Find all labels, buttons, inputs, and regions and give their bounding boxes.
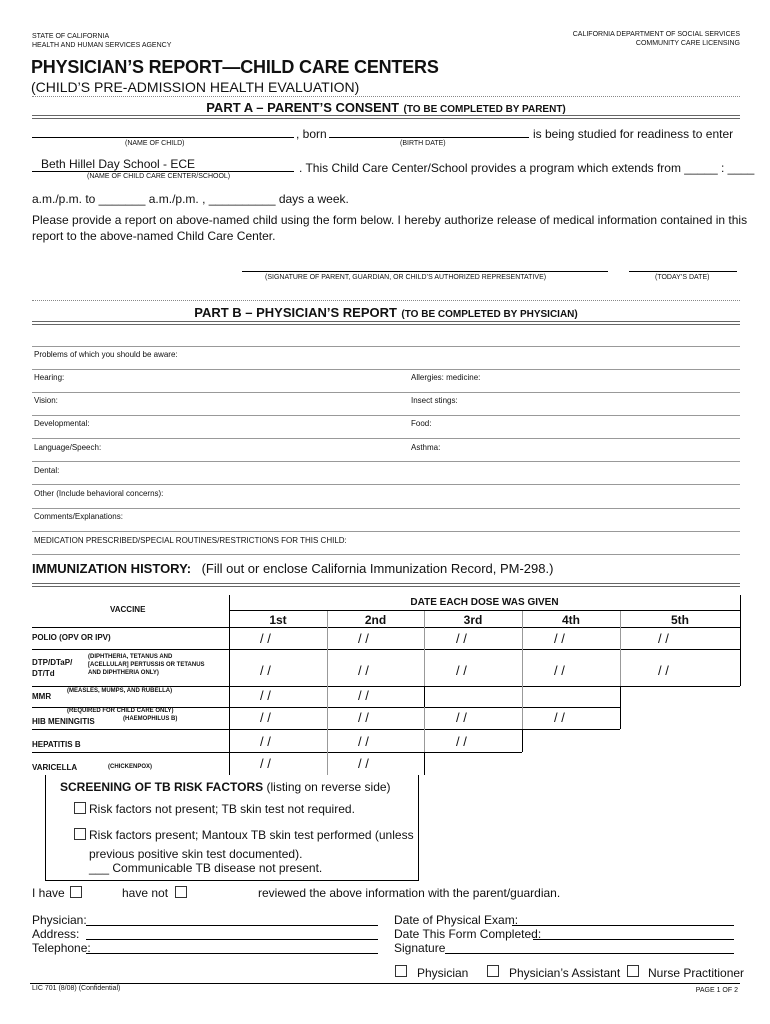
varicella-label: VARICELLA: [32, 763, 78, 772]
dental-label: Dental:: [34, 466, 60, 475]
center-name-value[interactable]: Beth Hillel Day School - ECE: [41, 157, 196, 171]
tb-risk-present-label: Risk factors present; Mantoux TB skin test performed (unless: [89, 828, 414, 842]
center-name-label: (NAME OF CHILD CARE CENTER/SCHOOL): [87, 173, 231, 180]
have-checkbox[interactable]: [70, 886, 82, 898]
date-completed-label: Date This Form Completed:: [394, 927, 542, 941]
name-of-child-label: (NAME OF CHILD): [125, 140, 185, 147]
department-line1: CALIFORNIA DEPARTMENT OF SOCIAL SERVICES: [572, 31, 740, 38]
footer-divider: [30, 983, 740, 984]
tb-risk-present-checkbox[interactable]: [74, 828, 86, 840]
hib-dose-4[interactable]: / /: [554, 710, 565, 725]
signature-label: Signature: [394, 941, 446, 955]
varicella-dose-1[interactable]: / /: [260, 756, 271, 771]
form-id: LIC 701 (8/08) (Confidential): [32, 985, 121, 992]
dtp-dose-3[interactable]: / /: [456, 663, 467, 678]
hours-text: a.m./p.m. to _______ a.m./p.m. , __________ days a week.: [32, 192, 349, 206]
asthma-label: Asthma:: [411, 443, 441, 452]
hib-dose-3[interactable]: / /: [456, 710, 467, 725]
other-label: Other (Include behavioral concerns):: [34, 489, 164, 498]
dtp-note-3: AND DIPHTHERIA ONLY): [88, 670, 159, 676]
dtp-note-2: [ACELLULAR] PERTUSSIS OR TETANUS: [88, 662, 205, 668]
authorization-text: Please provide a report on above-named child using the form below. I hereby authorize release of medical information contained in this: [32, 213, 748, 227]
have-not-checkbox[interactable]: [175, 886, 187, 898]
birth-date-label: (BIRTH DATE): [400, 140, 446, 147]
form-title: PHYSICIAN’S REPORT—CHILD CARE CENTERS: [31, 57, 439, 77]
form-subtitle: (CHILD’S PRE-ADMISSION HEALTH EVALUATION): [31, 79, 360, 95]
agency-line2: HEALTH AND HUMAN SERVICES AGENCY: [32, 42, 172, 49]
born-label: , born: [296, 127, 327, 141]
dtp-dose-5[interactable]: / /: [658, 663, 669, 678]
comments-label: Comments/Explanations:: [34, 512, 123, 521]
hepb-dose-1[interactable]: / /: [260, 734, 271, 749]
nurse-practitioner-label: Nurse Practitioner: [648, 966, 745, 980]
part-a-heading: PART A – PARENT’S CONSENT (TO BE COMPLETED BY PARENT): [206, 100, 566, 115]
dose-2nd-header: 2nd: [364, 613, 387, 627]
dtp-note-1: (DIPHTHERIA, TETANUS AND: [88, 654, 173, 660]
insect-stings-label: Insect stings:: [411, 396, 458, 405]
polio-dose-2[interactable]: / /: [358, 631, 369, 646]
physician-field[interactable]: [86, 925, 378, 926]
reviewed-text: reviewed the above information with the parent/guardian.: [258, 886, 561, 900]
hepatitis-b-label: HEPATITIS B: [32, 740, 81, 749]
varicella-dose-2[interactable]: / /: [358, 756, 369, 771]
dose-4th-header: 4th: [562, 613, 580, 627]
tb-risk-present-label-2: previous positive skin test documented).: [89, 847, 303, 861]
date-completed-field[interactable]: [533, 939, 734, 940]
physician-option-label: Physician: [417, 966, 469, 980]
department-line2: COMMUNITY CARE LICENSING: [635, 40, 740, 47]
mmr-dose-1[interactable]: / /: [260, 688, 271, 703]
physician-checkbox[interactable]: [395, 965, 407, 977]
polio-dose-5[interactable]: / /: [658, 631, 669, 646]
polio-label: POLIO (OPV OR IPV): [32, 633, 111, 642]
developmental-label: Developmental:: [34, 419, 90, 428]
hib-note-1: (REQUIRED FOR CHILD CARE ONLY): [67, 708, 174, 714]
telephone-label: Telephone:: [32, 941, 91, 955]
address-label: Address:: [32, 927, 80, 941]
telephone-field[interactable]: [86, 953, 378, 954]
immunization-heading: IMMUNIZATION HISTORY: (Fill out or enclose California Immunization Record, PM-298.): [32, 561, 554, 576]
allergies-medicine-label: Allergies: medicine:: [411, 373, 481, 382]
dose-3rd-header: 3rd: [463, 613, 483, 627]
problems-label: Problems of which you should be aware:: [34, 350, 178, 359]
hepb-dose-2[interactable]: / /: [358, 734, 369, 749]
hib-label: HIB MENINGITIS: [32, 717, 95, 726]
hepb-dose-3[interactable]: / /: [456, 734, 467, 749]
hib-note-2: (HAEMOPHILUS B): [123, 716, 178, 722]
address-field[interactable]: [86, 939, 378, 940]
polio-dose-4[interactable]: / /: [554, 631, 565, 646]
physician-label: Physician:: [32, 913, 87, 927]
dt-td-label: DT/Td: [32, 669, 55, 678]
part-b-heading: PART B – PHYSICIAN’S REPORT (TO BE COMPLETED BY PHYSICIAN): [194, 305, 578, 320]
hib-dose-1[interactable]: / /: [260, 710, 271, 725]
physician-signature-field[interactable]: [445, 953, 734, 954]
mmr-dose-2[interactable]: / /: [358, 688, 369, 703]
medication-label: MEDICATION PRESCRIBED/SPECIAL ROUTINES/RESTRICTIONS FOR THIS CHILD:: [34, 536, 347, 545]
authorization-text-2: report to the above-named Child Care Center.: [32, 229, 276, 243]
mmr-note: (MEASLES, MUMPS, AND RUBELLA): [67, 688, 173, 694]
date-of-exam-label: Date of Physical Exam:: [394, 913, 519, 927]
nurse-practitioner-checkbox[interactable]: [627, 965, 639, 977]
hearing-label: Hearing:: [34, 373, 65, 382]
hib-dose-2[interactable]: / /: [358, 710, 369, 725]
food-label: Food:: [411, 419, 432, 428]
dose-5th-header: 5th: [671, 613, 689, 627]
dtp-dose-2[interactable]: / /: [358, 663, 369, 678]
page-number: PAGE 1 OF 2: [695, 987, 738, 994]
have-not-label: have not: [122, 886, 169, 900]
vaccine-header: VACCINE: [110, 605, 146, 614]
tb-heading: SCREENING OF TB RISK FACTORS (listing on reverse side): [60, 780, 391, 794]
polio-dose-3[interactable]: / /: [456, 631, 467, 646]
dtp-label: DTP/DTaP/: [32, 658, 73, 667]
physician-assistant-checkbox[interactable]: [487, 965, 499, 977]
varicella-note: (CHICKENPOX): [108, 764, 153, 770]
studied-label: is being studied for readiness to enter: [533, 127, 734, 141]
agency-line1: STATE OF CALIFORNIA: [32, 33, 110, 40]
program-text: . This Child Care Center/School provides a program which extends from _____ : ____: [299, 161, 755, 175]
tb-risk-not-present-checkbox[interactable]: [74, 802, 86, 814]
date-of-exam-field[interactable]: [512, 925, 734, 926]
date-each-dose-header: DATE EACH DOSE WAS GIVEN: [410, 597, 559, 608]
signature-label: (SIGNATURE OF PARENT, GUARDIAN, OR CHILD’S AUTHORIZED REPRESENTATIVE): [265, 274, 547, 281]
mmr-label: MMR: [32, 692, 52, 701]
polio-dose-1[interactable]: / /: [260, 631, 271, 646]
dtp-dose-4[interactable]: / /: [554, 663, 565, 678]
i-have-label: I have: [32, 886, 65, 900]
tb-risk-not-present-label: Risk factors not present; TB skin test not required.: [89, 802, 355, 816]
dose-1st-header: 1st: [269, 613, 287, 627]
language-speech-label: Language/Speech:: [34, 443, 102, 452]
physician-assistant-label: Physician’s Assistant: [509, 966, 621, 980]
vision-label: Vision:: [34, 396, 58, 405]
todays-date-label: (TODAY’S DATE): [655, 274, 710, 281]
dtp-dose-1[interactable]: / /: [260, 663, 271, 678]
tb-communicable-label: ___ Communicable TB disease not present.: [89, 861, 323, 875]
